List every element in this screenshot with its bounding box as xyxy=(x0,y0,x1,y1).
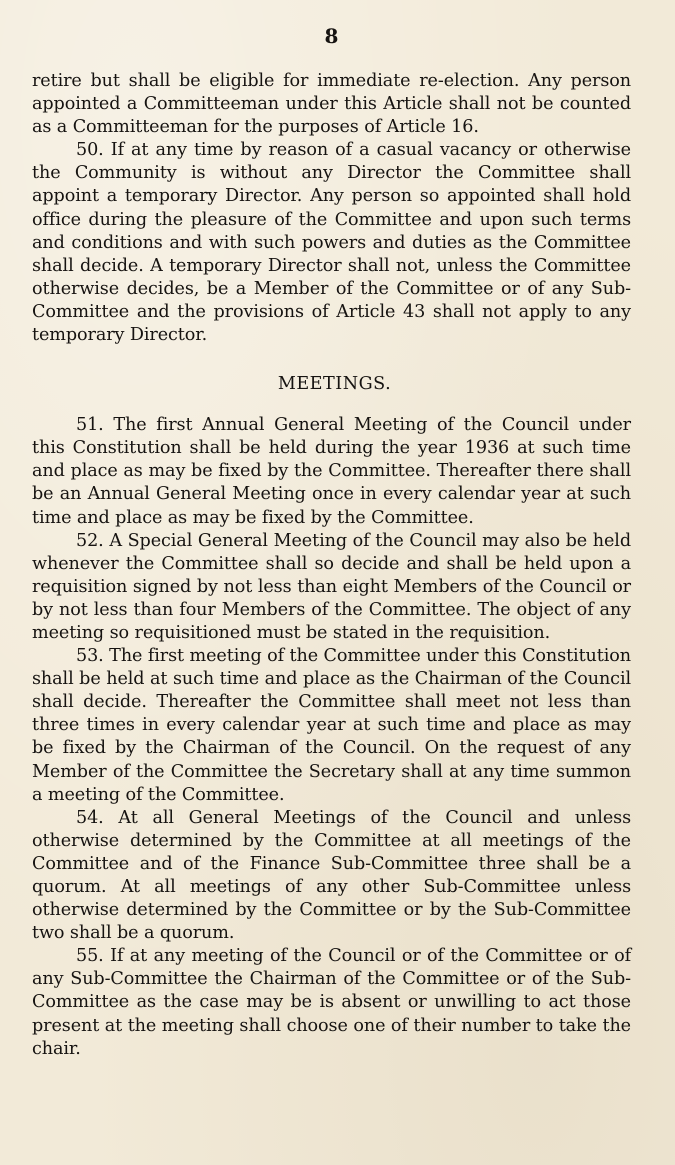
paragraph-article-53: 53. The first meeting of the Committee under this Constitution shall be held at such time and place as the Chairman of the Council shall decide. Thereafter the Committee shall meet not less than three times in every calendar year at such time and place as may be fixed by the Chairman of the Council. On the request of any Member of the Committee the Secretary shall at any time summon a meeting of the Committee. xyxy=(32,646,631,805)
paragraph-article-55: 55. If at any meeting of the Council or of the Committee or of any Sub-Committee the Chairman of the Committee or of the Sub-Committee as the case may be is absent or unwilling to act those present at the meeting shall choose one of their number to take the chair. xyxy=(32,946,631,1059)
paragraph-article-51: 51. The first Annual General Meeting of the Council under this Constitution shall be held during the year 1936 at such time and place as may be fixed by the Committee. Thereafter there shall be an Annual General Meeting once in every calendar year at such time and place as may be fixed by the Committee. xyxy=(32,415,631,528)
paragraph-article-49-continuation: retire but shall be eligible for immediate re-election. Any person appointed a Committeeman under this Article shall not be counted as a Committeeman for the purposes of Article 16. xyxy=(32,71,631,138)
section-heading-meetings: MEETINGS. xyxy=(277,374,392,395)
paragraph-article-54: 54. At all General Meetings of the Council and unless otherwise determined by the Committee at all meetings of the Committee and of the Finance Sub-Committee three shall be a quorum. At all meetings of any other Sub-Committee unless otherwise determined by the Committee or by the Sub-Committee two shall be a quorum. xyxy=(32,807,631,944)
paragraph-article-50: 50. If at any time by reason of a casual vacancy or otherwise the Community is without any Director the Committee shall appoint a temporary Director. Any person so appointed shall hold office during the pleasure of the Committee and upon such terms and conditions and with such powers and duties as the Committee shall decide. A temporary Director shall not, unless the Committee otherwise decides, be a Member of the Committee or of any Sub-Committee and the provisions of Article 43 shall not apply to any temporary Director. xyxy=(32,140,631,346)
page-number: 8 xyxy=(324,24,339,48)
paragraph-article-52: 52. A Special General Meeting of the Council may also be held whenever the Committee shall so decide and shall be held upon a requisition signed by not less than eight Members of the Council or by not less than four Members of the Committee. The object of any meeting so requisitioned must be stated in the requisition. xyxy=(32,530,631,643)
